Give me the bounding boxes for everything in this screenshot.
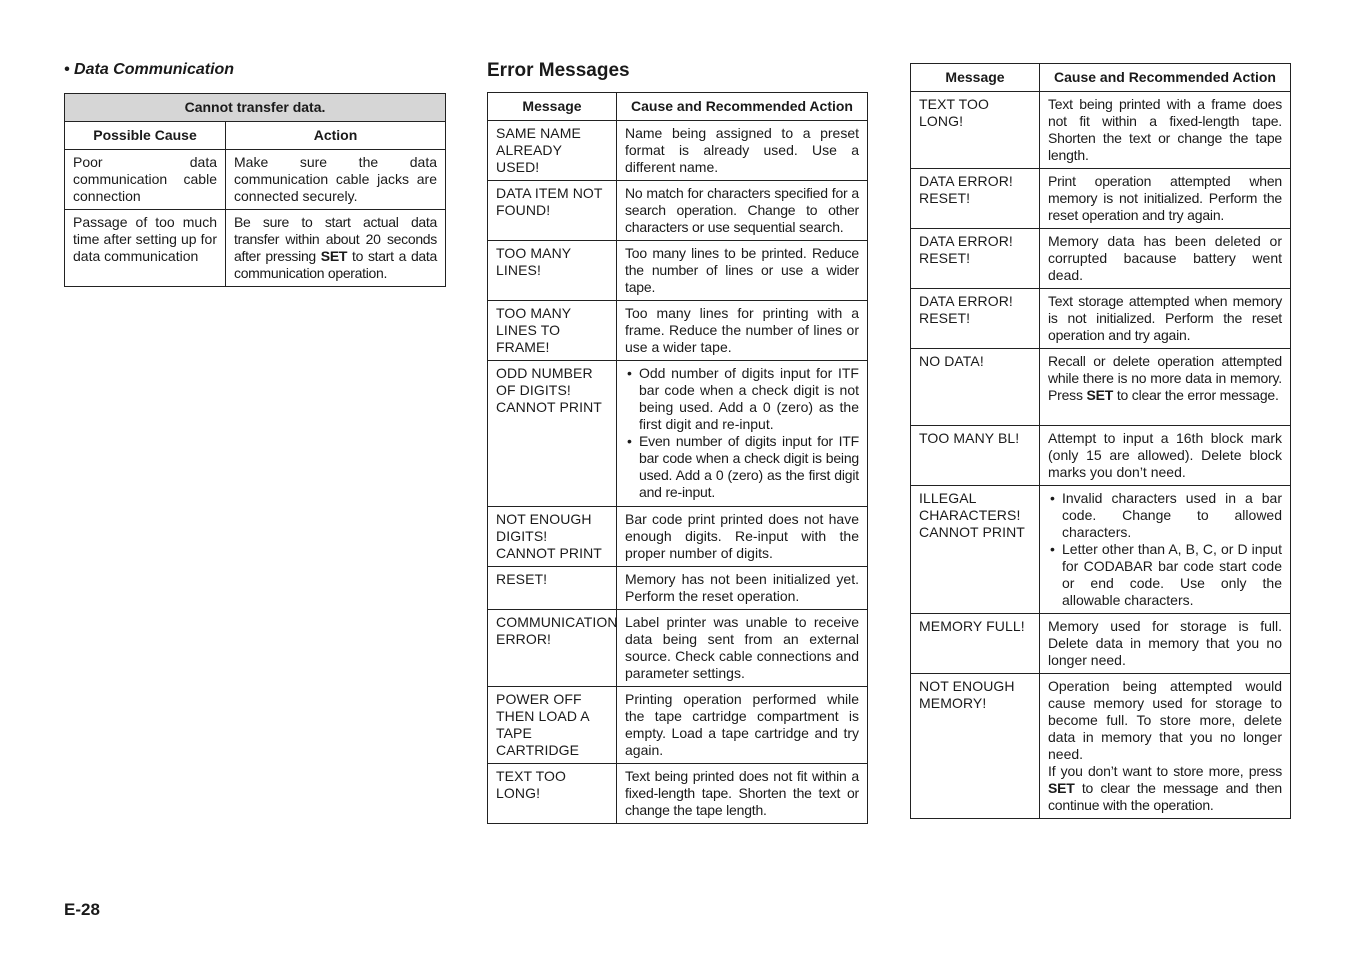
column-header: Possible Cause (65, 122, 226, 150)
column-header: Message (911, 64, 1040, 92)
message-cell: MEMORY FULL! (911, 614, 1040, 674)
message-cell: RESET! (488, 567, 617, 610)
list-item: • Invalid characters used in a bar code. Change to allowed characters. (1062, 490, 1282, 541)
list-item: • Even number of digits input for ITF bar code when a check digit is being used. Add a 0 (zero) as the first digit and re-input. (639, 433, 859, 501)
action-cell: Label printer was unable to receive data being sent from an external source. Check cable connections and parameter settings. (617, 610, 868, 687)
action-cell: Print operation attempted when memory is not initialized. Perform the reset operation and try again. (1040, 169, 1291, 229)
data-communication-section (64, 59, 445, 287)
message-cell: DATA ERROR! RESET! (911, 169, 1040, 229)
table-row (488, 764, 868, 824)
set-key-label: SET (1048, 780, 1075, 796)
action-cell: Memory has not been initialized yet. Perform the reset operation. (617, 567, 868, 610)
action-cell: Too many lines for printing with a frame. Reduce the number of lines or use a wider tape. (617, 301, 868, 361)
action-cell: Printing operation performed while the tape cartridge compartment is empty. Load a tape cartridge and try again. (617, 687, 868, 764)
column-header: Action (226, 122, 446, 150)
message-cell: TOO MANY BL! (911, 426, 1040, 486)
table-row (488, 181, 868, 241)
table-row (488, 241, 868, 301)
message-cell: TOO MANY LINES! (488, 241, 617, 301)
column-header: Cause and Recommended Action (617, 93, 868, 121)
action-cell: Too many lines to be printed. Reduce the number of lines or use a wider tape. (617, 241, 868, 301)
message-cell: POWER OFF THEN LOAD A TAPE CARTRIDGE (488, 687, 617, 764)
action-cell (1040, 674, 1291, 819)
action-cell (617, 361, 868, 507)
action-cell: Text storage attempted when memory is not initialized. Perform the reset operation and try again. (1040, 289, 1291, 349)
set-key-label: SET (1086, 387, 1114, 403)
message-cell: DATA ERROR! RESET! (911, 229, 1040, 289)
list-item: • Odd number of digits input for ITF bar code when a check digit is not being used. Add a 0 (zero) as the first digit and re-input. (639, 365, 859, 433)
action-cell: Text being printed does not fit within a fixed-length tape. Shorten the text or change the tape length. (617, 764, 868, 824)
table-row (911, 614, 1291, 674)
table-row (488, 507, 868, 567)
column-header: Cause and Recommended Action (1040, 64, 1291, 92)
bullet-list (1048, 490, 1282, 609)
set-key-label: SET (320, 248, 348, 264)
message-cell: SAME NAME ALREADY USED! (488, 121, 617, 181)
error-messages-table (487, 92, 868, 824)
table-row (911, 289, 1291, 349)
error-messages-section (487, 58, 867, 824)
page-number: E-28 (64, 900, 100, 919)
action-paragraph: Operation being attempted would cause memory used for storage to become full. To store more, delete data in memory that you no longer need. (1048, 678, 1282, 762)
message-cell: TOO MANY LINES TO FRAME! (488, 301, 617, 361)
message-cell: TEXT TOO LONG! (488, 764, 617, 824)
bullet-list (625, 365, 859, 501)
table-row (488, 121, 868, 181)
table-row (488, 687, 868, 764)
action-cell: Memory data has been deleted or corrupted bacause battery went dead. (1040, 229, 1291, 289)
message-cell: NOT ENOUGH DIGITS! CANNOT PRINT (488, 507, 617, 567)
message-cell: NO DATA! (911, 349, 1040, 426)
action-cell: No match for characters specified for a search operation. Change to other characters or use sequential search. (617, 181, 868, 241)
action-cell: Attempt to input a 16th block mark (only 15 are allowed). Delete block marks you don’t need. (1040, 426, 1291, 486)
column-header: Message (488, 93, 617, 121)
action-cell: Name being assigned to a preset format is already used. Use a different name. (617, 121, 868, 181)
table-row (911, 229, 1291, 289)
message-cell: NOT ENOUGH MEMORY! (911, 674, 1040, 819)
cause-cell: Passage of too much time after setting up for data communication (65, 210, 226, 287)
cause-cell: Poor data communication cable connection (65, 150, 226, 210)
page-title: Error Messages (487, 60, 630, 81)
table-row (65, 210, 446, 287)
message-cell: ODD NUMBER OF DIGITS! CANNOT PRINT (488, 361, 617, 507)
action-cell: Recall or delete operation attempted while there is no more data in memory. Press SET to clear the error message. (1040, 349, 1291, 426)
action-cell (1040, 486, 1291, 614)
message-cell: DATA ITEM NOT FOUND! (488, 181, 617, 241)
table-row (488, 361, 868, 507)
table-row (488, 301, 868, 361)
action-cell: Bar code print printed does not have enough digits. Re-input with the proper number of digits. (617, 507, 868, 567)
action-cell: Memory used for storage is full. Delete data in memory that you no longer need. (1040, 614, 1291, 674)
table-row (911, 169, 1291, 229)
error-messages-table-continued (910, 63, 1291, 819)
message-cell: DATA ERROR! RESET! (911, 289, 1040, 349)
message-cell: COMMUNICATION ERROR! (488, 610, 617, 687)
message-cell: ILLEGAL CHARACTERS! CANNOT PRINT (911, 486, 1040, 614)
table-row (488, 567, 868, 610)
table-title: Cannot transfer data. (65, 94, 446, 122)
data-communication-table (64, 93, 446, 287)
table-row (65, 150, 446, 210)
list-item: • Letter other than A, B, C, or D input for CODABAR bar code start code or end code. Use only the allowable characters. (1062, 541, 1282, 609)
table-row (911, 92, 1291, 169)
table-row (488, 610, 868, 687)
action-cell: Be sure to start actual data transfer within about 20 seconds after pressing SET to start a data communication operation. (226, 210, 446, 287)
action-cell: Make sure the data communication cable jacks are connected securely. (226, 150, 446, 210)
action-paragraph: If you don’t want to store more, press SET to clear the message and then continue with the operation. (1048, 763, 1282, 813)
section-title: • Data Communication (64, 61, 235, 78)
error-messages-continued (910, 63, 1290, 819)
table-row (911, 486, 1291, 614)
table-row (911, 674, 1291, 819)
table-row (911, 426, 1291, 486)
action-cell: Text being printed with a frame does not fit within a fixed-length tape. Shorten the text or change the tape length. (1040, 92, 1291, 169)
table-row (911, 349, 1291, 426)
message-cell: TEXT TOO LONG! (911, 92, 1040, 169)
